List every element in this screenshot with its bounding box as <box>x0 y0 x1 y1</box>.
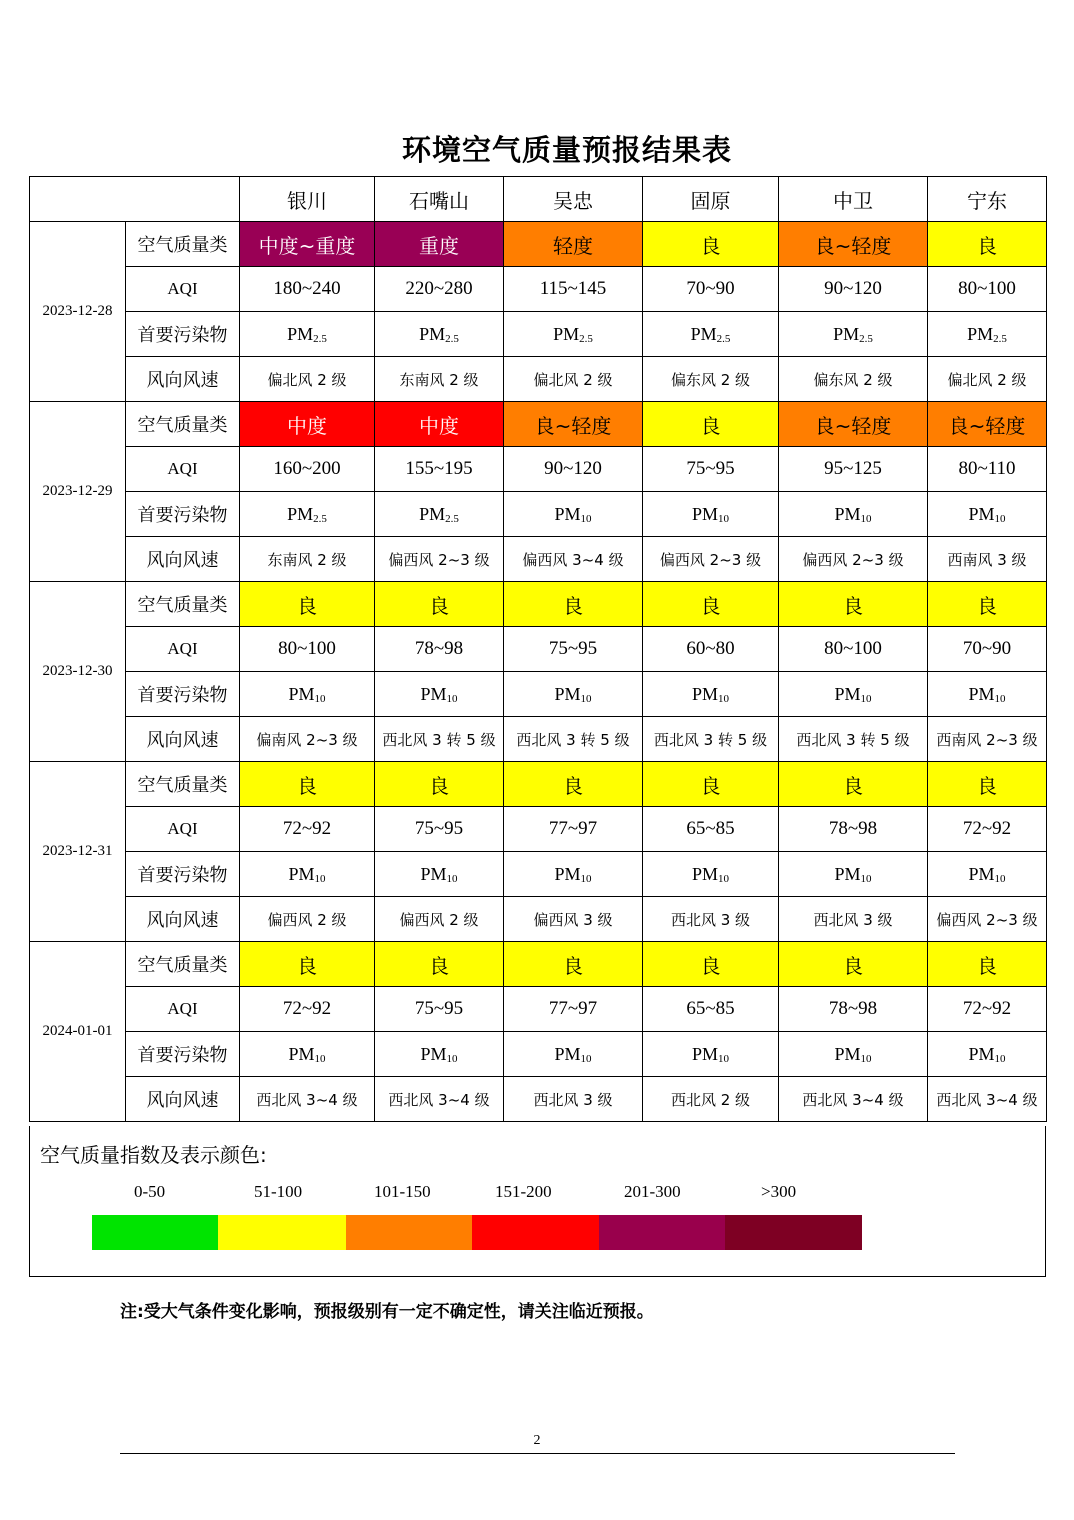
row-label-pollutant: 首要污染物 <box>126 852 240 897</box>
wind-cell: 西北风 3 转 5 级 <box>779 717 928 762</box>
wind-cell: 偏西风 2~3 级 <box>375 537 504 582</box>
pollutant-subscript: 10 <box>994 1052 1006 1065</box>
row-label-pollutant: 首要污染物 <box>126 312 240 357</box>
pollutant-base: PM <box>691 863 718 884</box>
aqi-category-cell: 良 <box>928 222 1047 267</box>
row-label-wind: 风向风速 <box>126 717 240 762</box>
row-label-category: 空气质量类 <box>126 402 240 447</box>
forecast-date: 2023-12-31 <box>30 762 126 942</box>
primary-pollutant-cell <box>504 312 643 357</box>
row-label-category: 空气质量类 <box>126 222 240 267</box>
pollutant-subscript: 10 <box>860 692 872 705</box>
primary-pollutant-cell <box>375 852 504 897</box>
forecast-table <box>29 176 1047 1122</box>
aqi-category-cell: 良 <box>928 762 1047 807</box>
aqi-value-cell: 72~92 <box>928 987 1047 1032</box>
pollutant-base: PM <box>968 683 995 704</box>
forecast-row-pollutant <box>30 852 1047 897</box>
legend-range-label: 0-50 <box>134 1182 166 1201</box>
wind-cell: 东南风 2 级 <box>240 537 375 582</box>
aqi-category-cell: 良 <box>643 402 779 447</box>
aqi-category-cell: 中度~重度 <box>240 222 375 267</box>
wind-cell: 西南风 2~3 级 <box>928 717 1047 762</box>
aqi-value-cell: 80~100 <box>779 627 928 672</box>
aqi-value-cell: 90~120 <box>779 267 928 312</box>
wind-cell: 偏北风 2 级 <box>928 357 1047 402</box>
pollutant-base: PM <box>554 863 581 884</box>
wind-cell: 偏北风 2 级 <box>240 357 375 402</box>
primary-pollutant-cell <box>240 672 375 717</box>
wind-cell: 西北风 3 转 5 级 <box>643 717 779 762</box>
aqi-value-cell: 72~92 <box>928 807 1047 852</box>
aqi-value-cell: 78~98 <box>375 627 504 672</box>
pollutant-subscript: 10 <box>580 872 592 885</box>
wind-cell: 西北风 3 级 <box>504 1077 643 1122</box>
pollutant-subscript: 10 <box>860 872 872 885</box>
pollutant-subscript: 10 <box>994 692 1006 705</box>
pollutant-base: PM <box>968 1043 995 1064</box>
forecast-row-category <box>30 222 1047 267</box>
aqi-value-cell: 70~90 <box>928 627 1047 672</box>
pollutant-base: PM <box>834 1043 861 1064</box>
forecast-date: 2023-12-28 <box>30 222 126 402</box>
aqi-category-cell: 良 <box>240 762 375 807</box>
pollutant-base: PM <box>834 863 861 884</box>
aqi-category-cell: 良~轻度 <box>779 402 928 447</box>
pollutant-subscript: 10 <box>994 872 1006 885</box>
row-label-pollutant: 首要污染物 <box>126 492 240 537</box>
wind-cell: 偏南风 2~3 级 <box>240 717 375 762</box>
aqi-category-cell: 重度 <box>375 222 504 267</box>
pollutant-subscript: 10 <box>446 1052 458 1065</box>
footer-divider <box>120 1453 955 1454</box>
legend-swatch <box>218 1215 346 1250</box>
pollutant-subscript: 2.5 <box>716 332 731 345</box>
row-label-aqi: AQI <box>126 447 240 492</box>
primary-pollutant-cell <box>643 492 779 537</box>
primary-pollutant-cell <box>240 312 375 357</box>
pollutant-base: PM <box>288 1043 315 1064</box>
aqi-category-cell: 良 <box>928 942 1047 987</box>
pollutant-base: PM <box>420 1043 447 1064</box>
pollutant-subscript: 10 <box>718 692 729 705</box>
forecast-row-pollutant <box>30 1032 1047 1077</box>
page-title: 环境空气质量预报结果表 <box>401 133 732 167</box>
primary-pollutant-cell <box>643 1032 779 1077</box>
aqi-value-cell: 78~98 <box>779 987 928 1032</box>
aqi-category-cell: 良 <box>504 582 643 627</box>
wind-cell: 偏西风 3 级 <box>504 897 643 942</box>
wind-cell: 西北风 2 级 <box>643 1077 779 1122</box>
primary-pollutant-cell <box>779 852 928 897</box>
primary-pollutant-cell <box>504 852 643 897</box>
legend-range-label: 101-150 <box>374 1182 431 1201</box>
forecast-date: 2024-01-01 <box>30 942 126 1122</box>
pollutant-subscript: 10 <box>580 1052 592 1065</box>
pollutant-base: PM <box>554 503 581 524</box>
aqi-category-cell: 良 <box>779 762 928 807</box>
primary-pollutant-cell <box>375 672 504 717</box>
forecast-row-pollutant <box>30 492 1047 537</box>
primary-pollutant-cell <box>240 492 375 537</box>
primary-pollutant-cell <box>375 1032 504 1077</box>
pollutant-base: PM <box>420 863 447 884</box>
wind-cell: 偏东风 2 级 <box>643 357 779 402</box>
row-label-pollutant: 首要污染物 <box>126 1032 240 1077</box>
primary-pollutant-cell <box>928 1032 1047 1077</box>
pollutant-subscript: 10 <box>860 512 872 525</box>
row-label-aqi: AQI <box>126 987 240 1032</box>
aqi-category-cell: 良 <box>779 942 928 987</box>
pollutant-base: PM <box>833 323 860 344</box>
legend-swatch <box>346 1215 472 1250</box>
aqi-value-cell: 115~145 <box>504 267 643 312</box>
city-header: 宁东 <box>928 177 1047 222</box>
primary-pollutant-cell <box>928 492 1047 537</box>
primary-pollutant-cell <box>779 312 928 357</box>
forecast-row-wind <box>30 717 1047 762</box>
primary-pollutant-cell <box>779 492 928 537</box>
pollutant-subscript: 10 <box>446 692 458 705</box>
aqi-value-cell: 180~240 <box>240 267 375 312</box>
primary-pollutant-cell <box>779 672 928 717</box>
row-label-wind: 风向风速 <box>126 357 240 402</box>
legend-swatch <box>725 1215 862 1250</box>
pollutant-subscript: 2.5 <box>859 332 873 345</box>
pollutant-subscript: 2.5 <box>445 332 459 345</box>
forecast-row-category <box>30 402 1047 447</box>
primary-pollutant-cell <box>928 852 1047 897</box>
pollutant-base: PM <box>420 683 447 704</box>
row-label-wind: 风向风速 <box>126 537 240 582</box>
pollutant-subscript: 10 <box>718 872 729 885</box>
aqi-category-cell: 良 <box>240 582 375 627</box>
wind-cell: 偏西风 2 级 <box>240 897 375 942</box>
wind-cell: 偏西风 3~4 级 <box>504 537 643 582</box>
pollutant-base: PM <box>554 683 581 704</box>
pollutant-base: PM <box>691 503 718 524</box>
pollutant-base: PM <box>834 503 861 524</box>
primary-pollutant-cell <box>779 1032 928 1077</box>
aqi-value-cell: 80~100 <box>240 627 375 672</box>
forecast-row-pollutant <box>30 672 1047 717</box>
aqi-value-cell: 77~97 <box>504 987 643 1032</box>
aqi-category-cell: 良~轻度 <box>504 402 643 447</box>
legend-range-label: >300 <box>761 1182 797 1201</box>
aqi-value-cell: 75~95 <box>375 807 504 852</box>
city-header: 银川 <box>240 177 375 222</box>
pollutant-subscript: 10 <box>718 512 729 525</box>
wind-cell: 偏西风 2 级 <box>375 897 504 942</box>
wind-cell: 偏西风 2~3 级 <box>643 537 779 582</box>
forecast-row-category <box>30 582 1047 627</box>
primary-pollutant-cell <box>928 672 1047 717</box>
header-row <box>30 177 1047 222</box>
page-number: 2 <box>533 1433 541 1448</box>
aqi-category-cell: 良 <box>375 582 504 627</box>
pollutant-subscript: 10 <box>860 1052 872 1065</box>
forecast-row-aqi <box>30 807 1047 852</box>
pollutant-subscript: 10 <box>314 872 326 885</box>
header-corner <box>30 177 240 222</box>
pollutant-base: PM <box>287 323 314 344</box>
primary-pollutant-cell <box>504 1032 643 1077</box>
aqi-value-cell: 70~90 <box>643 267 779 312</box>
primary-pollutant-cell <box>375 492 504 537</box>
wind-cell: 西北风 3 级 <box>643 897 779 942</box>
primary-pollutant-cell <box>643 312 779 357</box>
wind-cell: 西北风 3~4 级 <box>240 1077 375 1122</box>
aqi-value-cell: 220~280 <box>375 267 504 312</box>
city-header: 中卫 <box>779 177 928 222</box>
forecast-row-aqi <box>30 447 1047 492</box>
aqi-value-cell: 72~92 <box>240 987 375 1032</box>
forecast-row-wind <box>30 537 1047 582</box>
pollutant-base: PM <box>288 683 315 704</box>
row-label-aqi: AQI <box>126 267 240 312</box>
pollutant-subscript: 2.5 <box>445 512 459 525</box>
forecast-row-wind <box>30 1077 1047 1122</box>
primary-pollutant-cell <box>504 492 643 537</box>
wind-cell: 东南风 2 级 <box>375 357 504 402</box>
aqi-legend <box>29 1126 1046 1277</box>
row-label-wind: 风向风速 <box>126 897 240 942</box>
pollutant-subscript: 10 <box>994 512 1006 525</box>
wind-cell: 西北风 3~4 级 <box>928 1077 1047 1122</box>
primary-pollutant-cell <box>240 1032 375 1077</box>
aqi-category-cell: 良 <box>928 582 1047 627</box>
pollutant-subscript: 2.5 <box>313 332 327 345</box>
wind-cell: 西北风 3 转 5 级 <box>504 717 643 762</box>
pollutant-base: PM <box>419 323 446 344</box>
wind-cell: 西北风 3 级 <box>779 897 928 942</box>
pollutant-base: PM <box>968 863 995 884</box>
pollutant-subscript: 2.5 <box>579 332 593 345</box>
aqi-value-cell: 65~85 <box>643 807 779 852</box>
aqi-value-cell: 60~80 <box>643 627 779 672</box>
legend-swatch <box>599 1215 725 1250</box>
pollutant-subscript: 10 <box>314 692 326 705</box>
aqi-value-cell: 75~95 <box>375 987 504 1032</box>
aqi-category-cell: 轻度 <box>504 222 643 267</box>
aqi-value-cell: 80~100 <box>928 267 1047 312</box>
row-label-wind: 风向风速 <box>126 1077 240 1122</box>
pollutant-base: PM <box>690 323 717 344</box>
pollutant-base: PM <box>967 323 994 344</box>
forecast-table-body <box>30 177 1047 1122</box>
forecast-row-aqi <box>30 627 1047 672</box>
wind-cell: 西北风 3 转 5 级 <box>375 717 504 762</box>
aqi-category-cell: 良 <box>504 762 643 807</box>
pollutant-subscript: 10 <box>446 872 458 885</box>
aqi-category-cell: 良 <box>240 942 375 987</box>
forecast-row-category <box>30 942 1047 987</box>
aqi-category-cell: 良~轻度 <box>779 222 928 267</box>
aqi-category-cell: 中度 <box>240 402 375 447</box>
aqi-category-cell: 良~轻度 <box>928 402 1047 447</box>
aqi-value-cell: 77~97 <box>504 807 643 852</box>
primary-pollutant-cell <box>643 672 779 717</box>
aqi-value-cell: 80~110 <box>928 447 1047 492</box>
aqi-category-cell: 良 <box>643 222 779 267</box>
primary-pollutant-cell <box>375 312 504 357</box>
city-header: 固原 <box>643 177 779 222</box>
legend-title: 空气质量指数及表示颜色: <box>40 1143 267 1167</box>
row-label-category: 空气质量类 <box>126 582 240 627</box>
aqi-value-cell: 90~120 <box>504 447 643 492</box>
pollutant-base: PM <box>419 503 446 524</box>
aqi-category-cell: 良 <box>375 762 504 807</box>
wind-cell: 偏东风 2 级 <box>779 357 928 402</box>
pollutant-base: PM <box>554 1043 581 1064</box>
legend-swatch <box>472 1215 599 1250</box>
aqi-value-cell: 78~98 <box>779 807 928 852</box>
aqi-value-cell: 65~85 <box>643 987 779 1032</box>
pollutant-subscript: 2.5 <box>993 332 1007 345</box>
wind-cell: 偏北风 2 级 <box>504 357 643 402</box>
pollutant-subscript: 10 <box>580 512 592 525</box>
aqi-value-cell: 75~95 <box>643 447 779 492</box>
city-header: 吴忠 <box>504 177 643 222</box>
pollutant-subscript: 10 <box>314 1052 326 1065</box>
primary-pollutant-cell <box>928 312 1047 357</box>
aqi-value-cell: 75~95 <box>504 627 643 672</box>
wind-cell: 西南风 3 级 <box>928 537 1047 582</box>
forecast-row-wind <box>30 357 1047 402</box>
pollutant-subscript: 10 <box>718 1052 729 1065</box>
forecast-date: 2023-12-29 <box>30 402 126 582</box>
primary-pollutant-cell <box>240 852 375 897</box>
row-label-category: 空气质量类 <box>126 942 240 987</box>
primary-pollutant-cell <box>643 852 779 897</box>
pollutant-base: PM <box>834 683 861 704</box>
forecast-row-pollutant <box>30 312 1047 357</box>
forecast-row-aqi <box>30 267 1047 312</box>
pollutant-subscript: 10 <box>580 692 592 705</box>
wind-cell: 偏西风 2~3 级 <box>779 537 928 582</box>
aqi-category-cell: 良 <box>504 942 643 987</box>
aqi-value-cell: 155~195 <box>375 447 504 492</box>
row-label-aqi: AQI <box>126 627 240 672</box>
pollutant-subscript: 2.5 <box>313 512 327 525</box>
aqi-category-cell: 良 <box>643 942 779 987</box>
pollutant-base: PM <box>553 323 580 344</box>
wind-cell: 偏西风 2~3 级 <box>928 897 1047 942</box>
aqi-category-cell: 中度 <box>375 402 504 447</box>
primary-pollutant-cell <box>504 672 643 717</box>
aqi-category-cell: 良 <box>375 942 504 987</box>
aqi-value-cell: 160~200 <box>240 447 375 492</box>
forecast-date: 2023-12-30 <box>30 582 126 762</box>
city-header: 石嘴山 <box>375 177 504 222</box>
legend-range-label: 201-300 <box>624 1182 681 1201</box>
pollutant-base: PM <box>691 1043 718 1064</box>
wind-cell: 西北风 3~4 级 <box>375 1077 504 1122</box>
legend-range-label: 151-200 <box>495 1182 552 1201</box>
row-label-pollutant: 首要污染物 <box>126 672 240 717</box>
pollutant-base: PM <box>287 503 314 524</box>
legend-range-label: 51-100 <box>254 1182 303 1201</box>
wind-cell: 西北风 3~4 级 <box>779 1077 928 1122</box>
pollutant-base: PM <box>691 683 718 704</box>
legend-swatch <box>92 1215 218 1250</box>
row-label-aqi: AQI <box>126 807 240 852</box>
disclaimer-note: 注:受大气条件变化影响，预报级别有一定不确定性，请关注临近预报。 <box>120 1302 654 1322</box>
aqi-category-cell: 良 <box>643 582 779 627</box>
pollutant-base: PM <box>288 863 315 884</box>
row-label-category: 空气质量类 <box>126 762 240 807</box>
pollutant-base: PM <box>968 503 995 524</box>
forecast-row-aqi <box>30 987 1047 1032</box>
aqi-category-cell: 良 <box>779 582 928 627</box>
aqi-value-cell: 95~125 <box>779 447 928 492</box>
aqi-category-cell: 良 <box>643 762 779 807</box>
forecast-row-category <box>30 762 1047 807</box>
forecast-row-wind <box>30 897 1047 942</box>
aqi-value-cell: 72~92 <box>240 807 375 852</box>
